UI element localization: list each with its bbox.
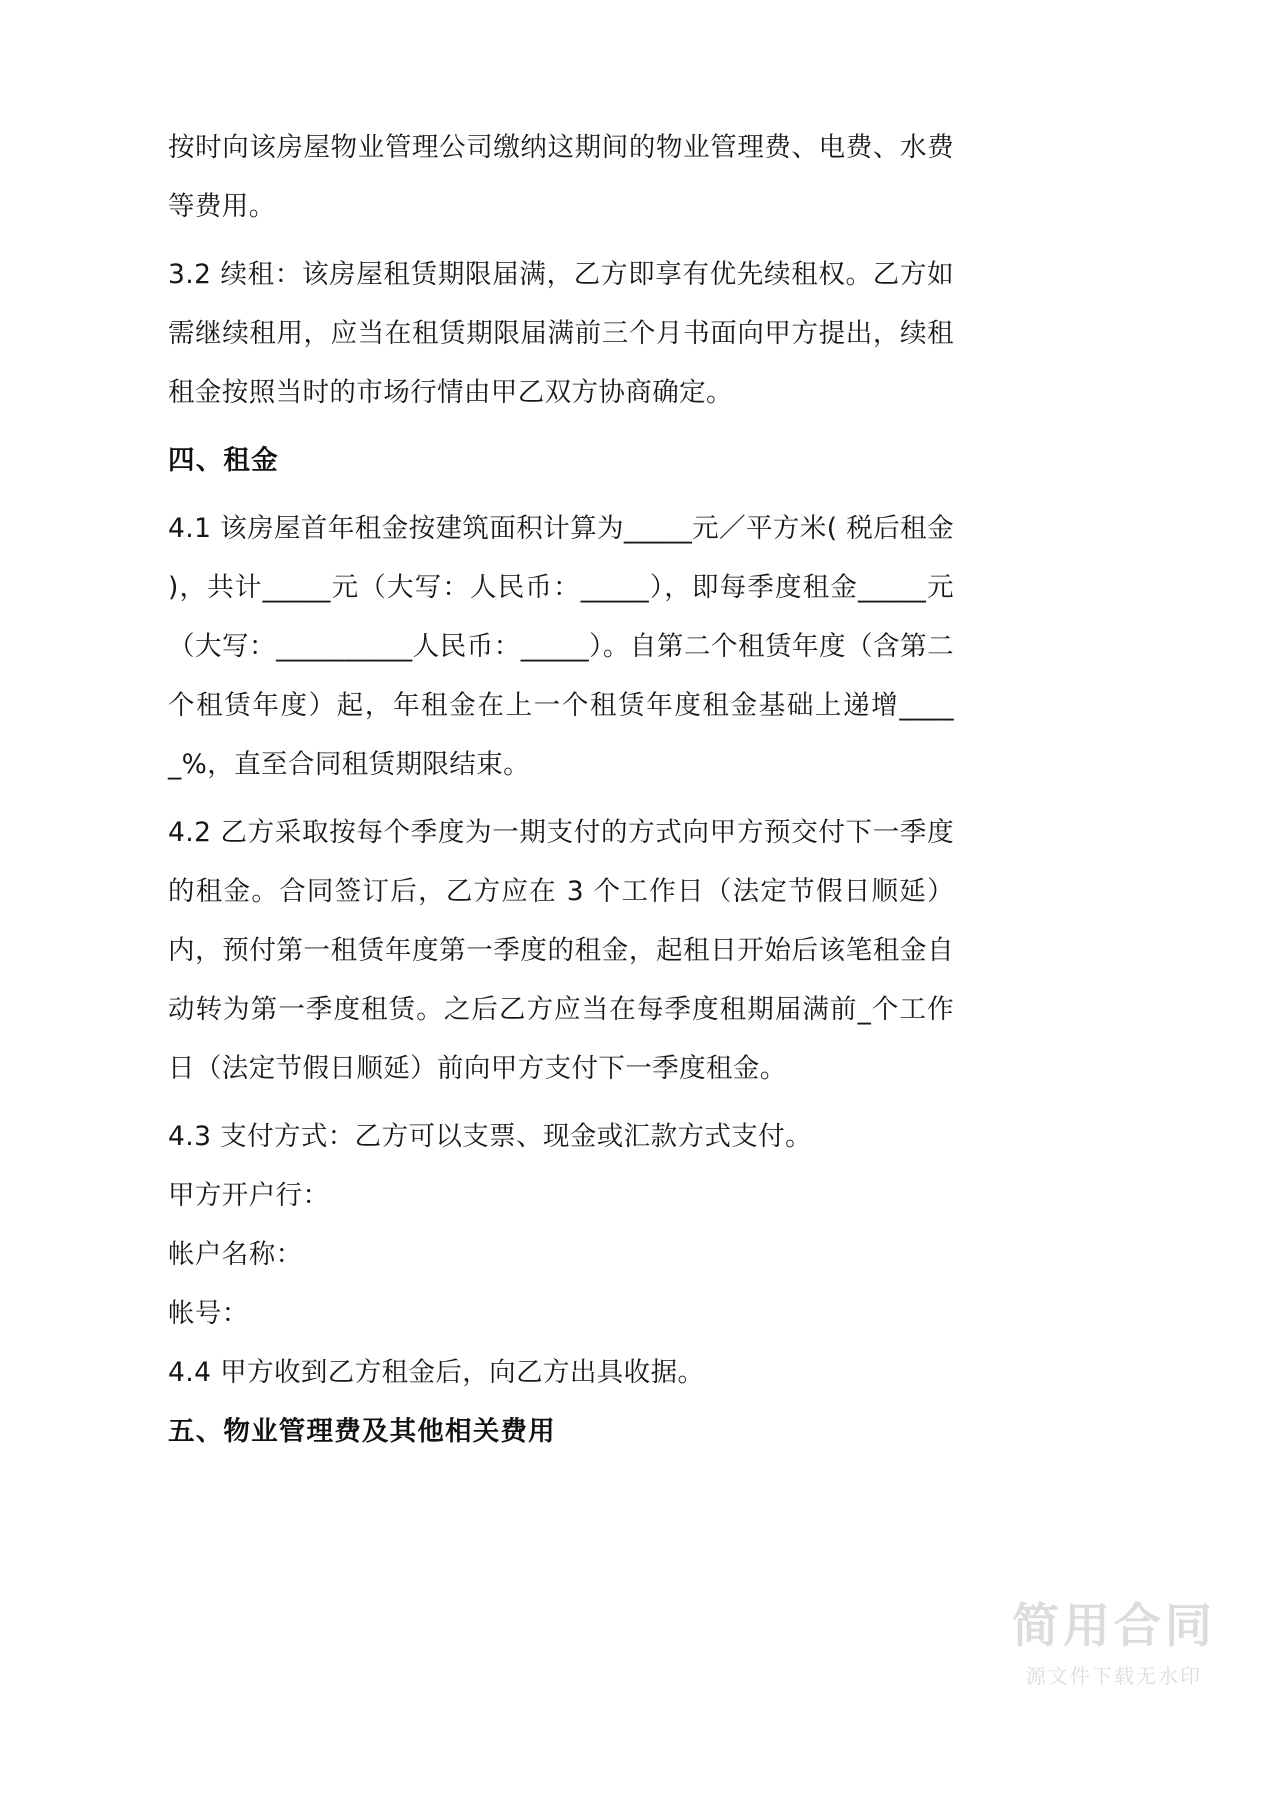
paragraph-continuation-3-1: 按时向该房屋物业管理公司缴纳这期间的物业管理费、电费、水费等费用。 [168,132,954,222]
field-bank-name: 甲方开户行： [168,1180,330,1211]
paragraph-spacer [168,236,954,245]
paragraph-4-3: 4.3 支付方式：乙方可以支票、现金或汇款方式支付。 [168,1121,812,1152]
section-heading-5: 五、物业管理费及其他相关费用 [168,1416,556,1447]
paragraph-spacer [168,1098,954,1107]
watermark-subtitle: 源文件下载无水印 [1026,1664,1202,1688]
paragraph-4-4: 4.4 甲方收到乙方租金后，向乙方出具收据。 [168,1357,705,1388]
document-body [168,118,963,1461]
paragraph-3-2: 3.2 续租：该房屋租赁期限届满，乙方即享有优先续租权。乙方如需继续租用，应当在租赁期限届满前三个月书面向甲方提出，续租租金按照当时的市场行情由甲乙双方协商确定。 [168,259,954,408]
field-account-name: 帐户名称： [168,1239,303,1270]
field-account-number: 帐号： [168,1298,249,1329]
section-heading-4: 四、租金 [168,445,279,476]
paragraph-4-1: 4.1 该房屋首年租金按建筑面积计算为_____元／平方米( 税后租金 )，共计_____元（大写：人民币：_____），即每季度租金_____元（大写：__________人民币：_____）。自第二个租赁年度（含第二个租赁年度）起，年租金在上一个租赁年度租金基础上递增_____%，直至合同租赁期限结束。 [168,513,963,780]
paragraph-4-2: 4.2 乙方采取按每个季度为一期支付的方式向甲方预交付下一季度的租金。合同签订后，乙方应在 3 个工作日（法定节假日顺延）内，预付第一租赁年度第一季度的租金，起租日开始后该笔租金自动转为第一季度租赁。之后乙方应当在每季度租期届满前_个工作日（法定节假日顺延）前向甲方支付下一季度租金。 [168,817,954,1084]
watermark [1012,1600,1216,1692]
paragraph-spacer [168,794,954,803]
paragraph-spacer [168,422,954,431]
watermark-title: 简用合同 [1012,1598,1216,1654]
paragraph-spacer [168,490,954,499]
